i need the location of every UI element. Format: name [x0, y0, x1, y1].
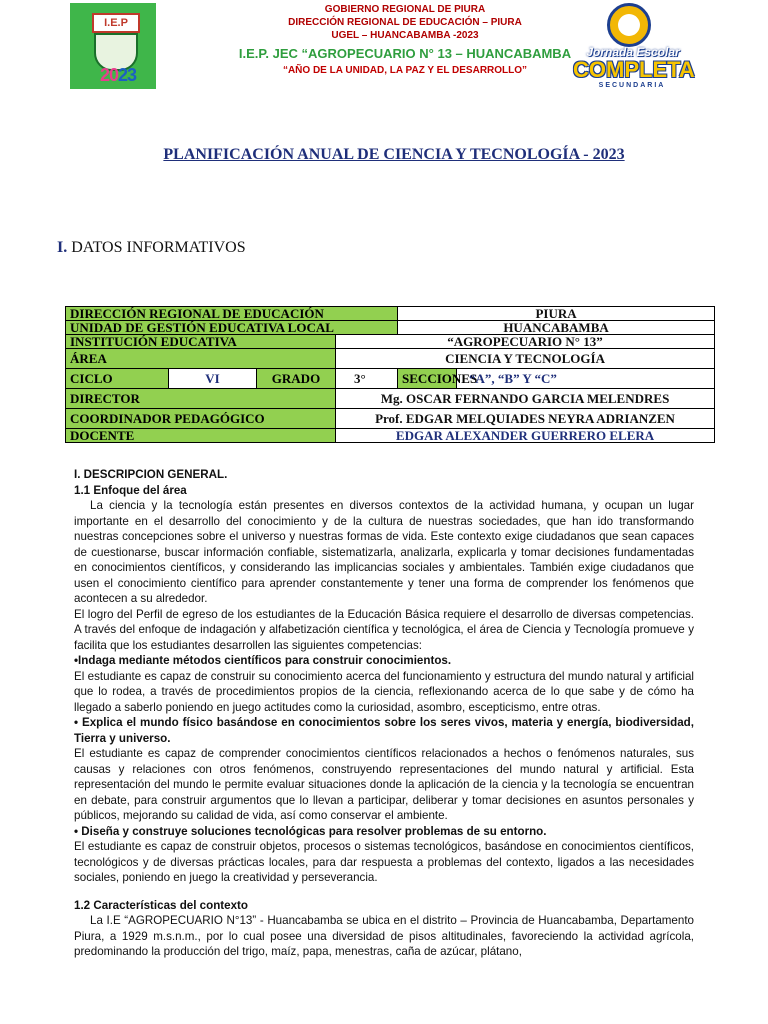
heading-descripcion: I. DESCRIPCION GENERAL.: [74, 468, 228, 481]
table-value: “AGROPECUARIO N° 13”: [336, 335, 715, 349]
logo-jornada-text: Jornada Escolar: [586, 45, 680, 59]
paragraph: El estudiante es capaz de construir objetos, procesos o sistemas tecnológicos, basándose en conocimientos científicos, tecnológicos y de diversas prácticas locales, para dar respuesta a problemas del contexto, ligados a las necesidades sociales, poniendo en juego la creatividad y perseverancia.: [74, 840, 694, 884]
table-value: HUANCABAMBA: [398, 321, 715, 335]
logo-secundaria-text: SECUNDARIA: [598, 82, 666, 89]
competency-heading: • Diseña y construye soluciones tecnológicas para resolver problemas de su entorno.: [74, 824, 547, 838]
paragraph: La ciencia y la tecnología están presentes en diversos contextos de la actividad humana, y ocupan un lugar importante en el desarrollo del conocimiento y de la cultura de nuestras sociedades, que han ido transformando nuestras concepciones sobre el universo y nuestras formas de vida. Este contexto exige ciudadanos que sean capaces de cuestionarse, buscar información confiable, sistematizarla, analizarla, explicarla y tomar decisiones fundamentadas en conocimientos científicos, y considerando las implicancias sociales y ambientales. También exige ciudadanos que usen el conocimiento científico para aprender constantemente y tener una forma de comprender los fenómenos que acontecen a su alrededor.: [74, 499, 694, 605]
paragraph: La I.E “AGROPECUARIO N°13” - Huancabamba se ubica en el distrito – Provincia de Huancabamba, Departamento Piura, a 1929 m.s.n.m., por lo cual posee una diversidad de pisos altitudinales, favoreciendo la actividad agrícola, predominando la producción del trigo, maíz, papa, menestras, caña de azúcar, plátano,: [74, 914, 694, 958]
table-row: [66, 335, 715, 349]
table-value: EDGAR ALEXANDER GUERRERO ELERA: [336, 429, 715, 443]
paragraph: El estudiante es capaz de construir su conocimiento acerca del funcionamiento y estructura del mundo natural y artificial que lo rodea, a través de procedimientos propios de la ciencia, reflexionando acerca de lo que sabe y de cómo ha llegado a saberlo poniendo en juego actitudes como la curiosidad, asombro, escepticismo, entre otras.: [74, 669, 694, 714]
table-label: DIRECCIÓN REGIONAL DE EDUCACIÓN: [66, 307, 398, 321]
table-label: ÁREA: [66, 349, 336, 369]
heading-contexto: 1.2 Características del contexto: [74, 898, 248, 912]
table-value: Mg. OSCAR FERNANDO GARCIA MELENDRES: [336, 389, 715, 409]
section-number: I.: [57, 239, 68, 256]
table-label: COORDINADOR PEDAGÓGICO: [66, 409, 336, 429]
school-logo: [70, 3, 156, 89]
clock-icon: [607, 3, 651, 47]
spacer: [74, 886, 694, 898]
secciones-value: “A”, “B” Y “C”: [457, 369, 715, 389]
paragraph: El logro del Perfil de egreso de los estudiantes de la Educación Básica requiere el desarrollo de diversas competencias. A través del enfoque de indagación y alfabetización científica y tecnológica, el área de Ciencia y Tecnología promueve y facilita que los estudiantes desarrollen las siguientes competencias:: [74, 607, 694, 652]
table-label: DIRECTOR: [66, 389, 336, 409]
header-government: GOBIERNO REGIONAL DE PIURA: [324, 4, 486, 15]
header-school: I.E.P. JEC “AGROPECUARIO N° 13 – HUANCABAMBA: [238, 46, 572, 61]
table-value: Prof. EDGAR MELQUIADES NEYRA ADRIANZEN: [336, 409, 715, 429]
logo-badge: I.E.P: [92, 13, 140, 33]
document-title: PLANIFICACIÓN ANUAL DE CIENCIA Y TECNOLOGÍA - 2023: [163, 146, 625, 163]
heading-enfoque: 1.1 Enfoque del área: [74, 483, 187, 497]
table-label: INSTITUCIÓN EDUCATIVA: [66, 335, 336, 349]
competency-heading: •Indaga mediante métodos científicos para construir conocimientos.: [74, 654, 452, 667]
ciclo-value: VI: [169, 369, 257, 389]
table-row: [66, 429, 715, 443]
grado-label: GRADO: [257, 369, 336, 389]
table-row: [66, 307, 715, 321]
table-value: CIENCIA Y TECNOLOGÍA: [336, 349, 715, 369]
logo-year: 2023: [100, 65, 137, 85]
section-label: DATOS INFORMATIVOS: [71, 239, 246, 256]
table-row: [66, 369, 715, 389]
table-row: [66, 349, 715, 369]
header-ugel: UGEL – HUANCABAMBA -2023: [331, 30, 479, 41]
paragraph: El estudiante es capaz de comprender conocimientos científicos relacionados a hechos o fenómenos naturales, sus causas y relaciones con otros fenómenos, construyendo representaciones del mundo natural y artificial. Esta representación del mundo le permite evaluar situaciones donde la aplicación de la ciencia y la tecnología se encuentran en debate, para construir argumentos que lo llevan a participar, deliberar y tomar decisiones en asuntos personales y públicos, mejorando su calidad de vida, así como conservar el ambiente.: [74, 747, 694, 822]
ciclo-label: CICLO: [66, 369, 169, 389]
document-body: [74, 467, 694, 960]
table-value: PIURA: [398, 307, 715, 321]
table-row: [66, 321, 715, 335]
section-datos-informativos: [57, 239, 246, 257]
competency-heading: • Explica el mundo físico basándose en conocimientos sobre los seres vivos, materia y energía, biodiversidad, Tierra y universo.: [74, 716, 694, 745]
table-row: [66, 409, 715, 429]
header-motto: “AÑO DE LA UNIDAD, LA PAZ Y EL DESARROLLO”: [282, 65, 528, 76]
grado-value: 3°: [336, 369, 398, 389]
table-label: UNIDAD DE GESTIÓN EDUCATIVA LOCAL: [66, 321, 398, 335]
header-direction: DIRECCIÓN REGIONAL DE EDUCACIÓN – PIURA: [288, 17, 522, 28]
info-table: [65, 306, 715, 443]
secciones-label: SECCIONES: [398, 369, 457, 389]
table-label: DOCENTE: [66, 429, 336, 443]
table-row: [66, 389, 715, 409]
logo-completa-text: COMPLETA: [573, 57, 695, 82]
